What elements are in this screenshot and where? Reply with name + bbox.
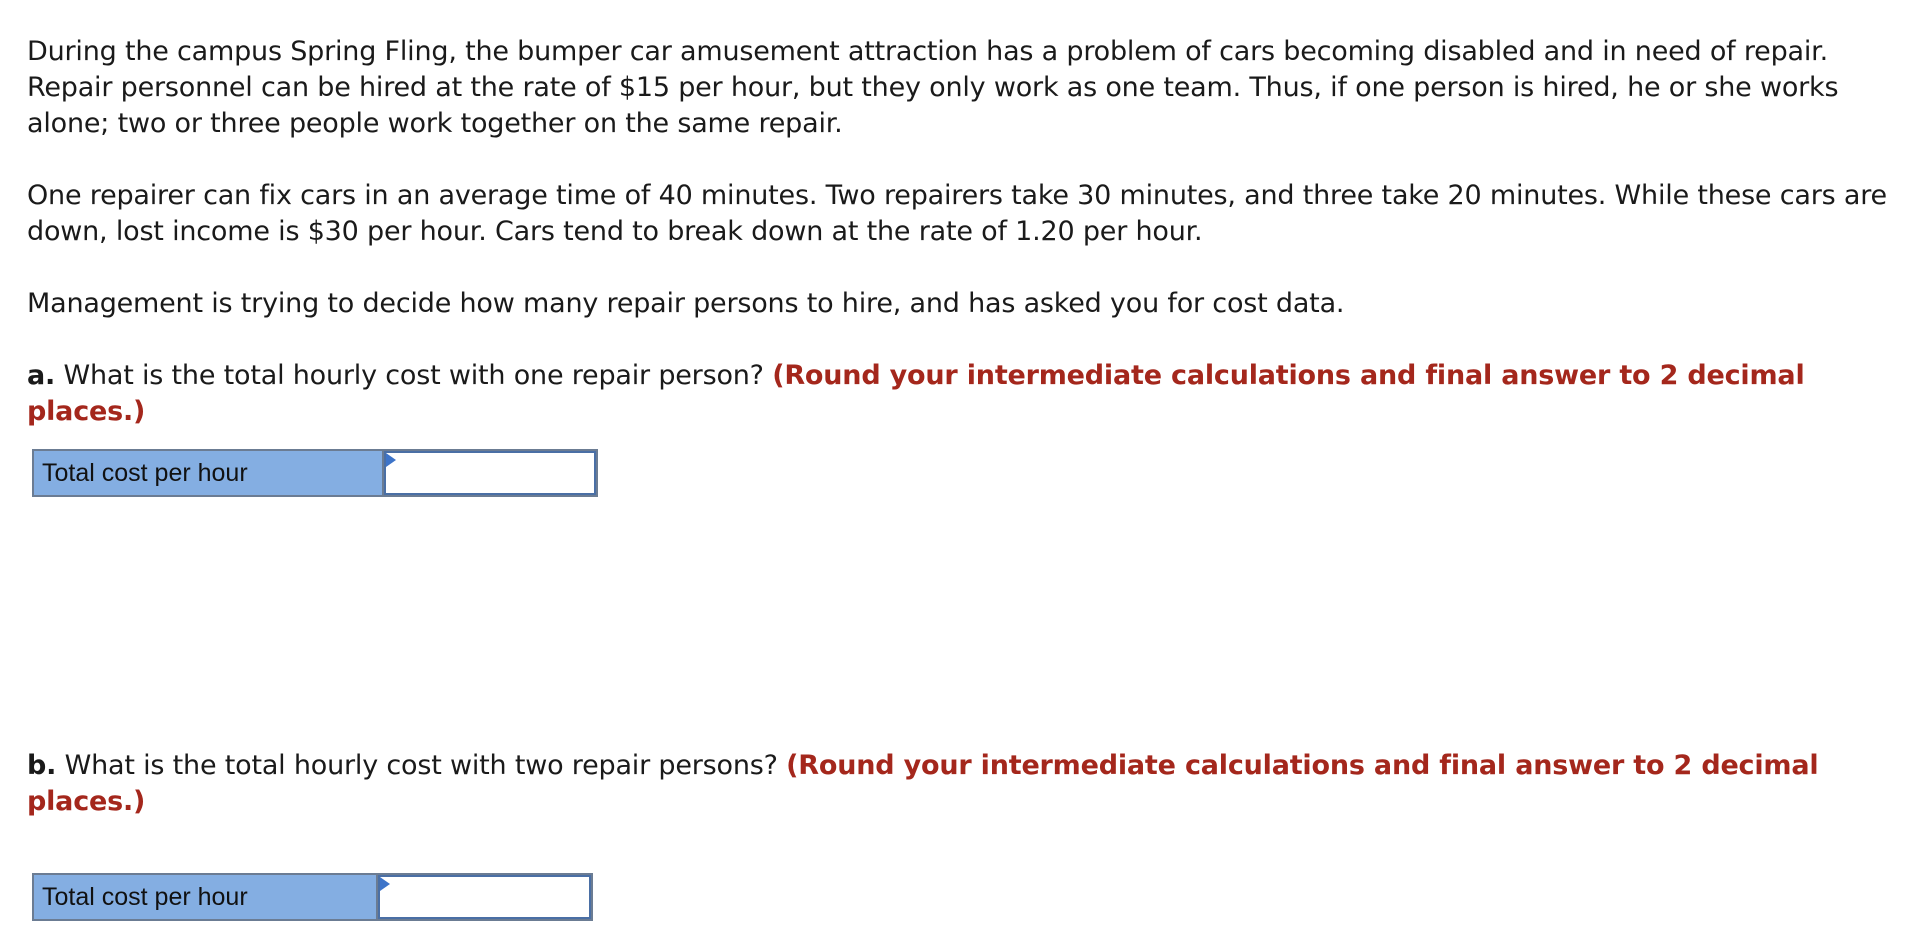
answer-b-label: Total cost per hour xyxy=(34,875,378,919)
answer-b-cell xyxy=(378,875,591,919)
question-a-label: a. xyxy=(27,360,56,391)
answer-a-input[interactable] xyxy=(384,451,596,495)
question-b xyxy=(27,748,1917,820)
question-a-text: What is the total hourly cost with one repair person? xyxy=(55,360,773,391)
question-b-label: b. xyxy=(27,750,57,781)
problem-paragraph-1: During the campus Spring Fling, the bumper car amusement attraction has a problem of cars becoming disabled and in need of repair. Repair personnel can be hired at the rate of $15 per hour, but they only work as one team. Thus, if one person is hired, he or she works alone; two or three people work together on the same repair. xyxy=(27,36,1839,139)
answer-row-b xyxy=(32,873,593,921)
question-b-content xyxy=(27,748,1917,820)
answer-a-label: Total cost per hour xyxy=(34,451,384,495)
question-a xyxy=(27,358,1917,430)
answer-a-cell xyxy=(384,451,596,495)
problem-paragraph-2: One repairer can fix cars in an average time of 40 minutes. Two repairers take 30 minutes, and three take 20 minutes. While these cars are down, lost income is $30 per hour. Cars tend to break down at the rate of 1.20 per hour. xyxy=(27,180,1887,247)
question-b-instruction: (Round your intermediate calculations and final answer to 2 decimal places.) xyxy=(27,750,1819,817)
question-b-text: What is the total hourly cost with two repair persons? xyxy=(56,750,787,781)
answer-row-a xyxy=(32,449,598,497)
question-content xyxy=(27,34,1917,430)
field-marker-icon xyxy=(380,877,390,891)
problem-paragraph-3: Management is trying to decide how many repair persons to hire, and has asked you for cost data. xyxy=(27,288,1345,319)
answer-b-input[interactable] xyxy=(378,875,591,919)
question-a-instruction: (Round your intermediate calculations and final answer to 2 decimal places.) xyxy=(27,360,1805,427)
field-marker-icon xyxy=(386,453,396,467)
